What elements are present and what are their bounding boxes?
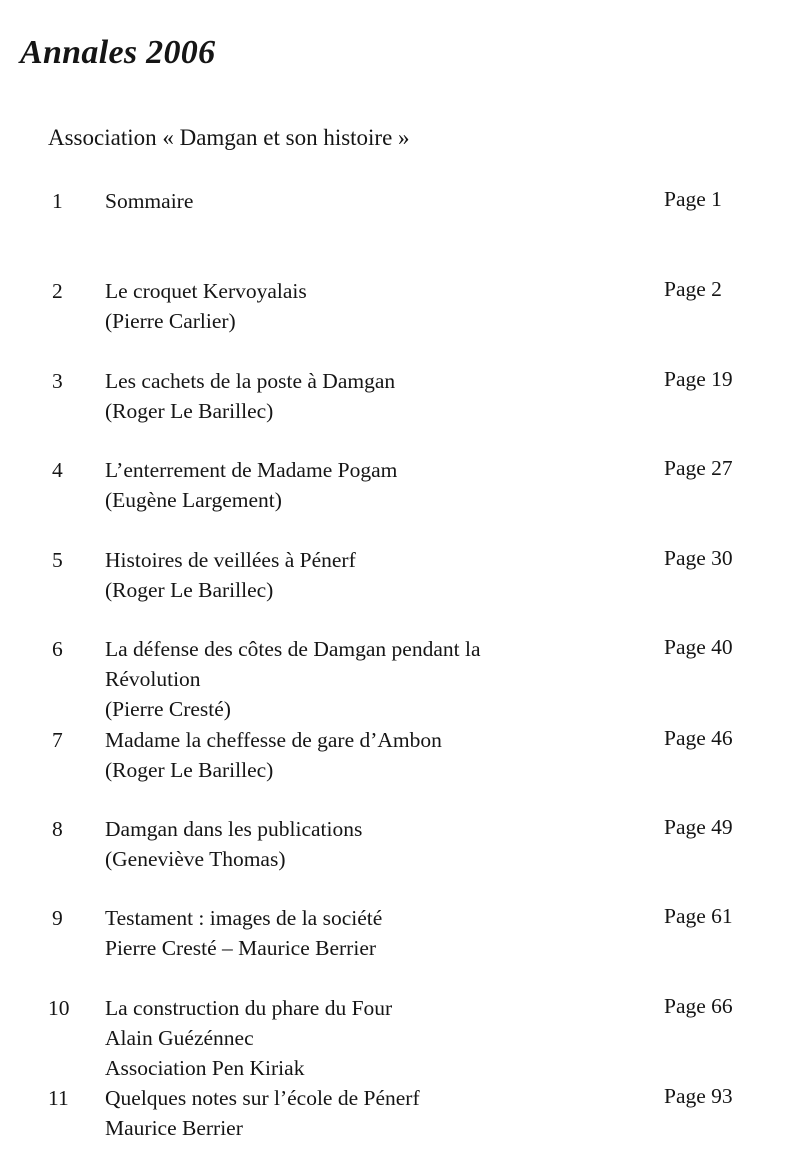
toc-entry-title: Damgan dans les publications: [105, 817, 363, 841]
toc-entry-author: (Roger Le Barillec): [105, 578, 274, 602]
toc-entry-author: Alain Guézénnec: [105, 1026, 254, 1050]
toc-entry-author: Pierre Cresté – Maurice Berrier: [105, 936, 377, 960]
toc-entry-title: Les cachets de la poste à Damgan: [105, 369, 396, 393]
toc-entry-number: 9: [52, 906, 63, 930]
toc-entry-text: [105, 366, 625, 426]
toc-entry-number: 10: [48, 996, 70, 1020]
toc-entry-text: [105, 186, 625, 216]
toc-entry-page: Page 19: [664, 367, 733, 391]
toc-entry-page: Page 2: [664, 277, 722, 301]
toc-entry-page: Page 40: [664, 635, 733, 659]
document-title: Annales 2006: [20, 34, 216, 71]
toc-entry-title: La défense des côtes de Damgan pendant la: [105, 637, 481, 661]
toc-entry-page: Page 66: [664, 994, 733, 1018]
toc-entry-page: Page 93: [664, 1084, 733, 1108]
toc-entry-number: 3: [52, 369, 63, 393]
toc-entry-title: Sommaire: [105, 189, 194, 213]
toc-entry-author: (Geneviève Thomas): [105, 847, 286, 871]
toc-entry-organization: Association Pen Kiriak: [105, 1056, 305, 1080]
toc-entry-title: Quelques notes sur l’école de Pénerf: [105, 1086, 420, 1110]
toc-entry-author: Maurice Berrier: [105, 1116, 243, 1140]
toc-entry-title: Histoires de veillées à Pénerf: [105, 548, 356, 572]
toc-entry-text: [105, 276, 625, 336]
toc-entry-number: 5: [52, 548, 63, 572]
association-name: Association « Damgan et son histoire »: [48, 125, 410, 150]
toc-entry-title: Testament : images de la société: [105, 906, 383, 930]
toc-entry-number: 4: [52, 458, 63, 482]
toc-entry-page: Page 61: [664, 904, 733, 928]
toc-entry-number: 8: [52, 817, 63, 841]
toc-entry-page: Page 30: [664, 546, 733, 570]
toc-entry-text: [105, 903, 625, 963]
toc-entry-title: Le croquet Kervoyalais: [105, 279, 307, 303]
toc-entry-title: La construction du phare du Four: [105, 996, 393, 1020]
toc-entry-page: Page 46: [664, 726, 733, 750]
toc-entry-number: 7: [52, 728, 63, 752]
toc-entry-page: Page 49: [664, 815, 733, 839]
toc-entry-author: (Roger Le Barillec): [105, 758, 274, 782]
toc-entry-text: [105, 814, 625, 874]
toc-entry-number: 11: [48, 1086, 69, 1110]
toc-entry-page: Page 1: [664, 187, 722, 211]
toc-entry-author: (Pierre Cresté): [105, 697, 231, 721]
toc-entry-page: Page 27: [664, 456, 733, 480]
toc-entry-author: (Eugène Largement): [105, 488, 282, 512]
toc-entry-title-continued: Révolution: [105, 667, 201, 691]
toc-entry-text: [105, 455, 625, 515]
toc-entry-text: [105, 1083, 625, 1143]
toc-entry-text: [105, 634, 625, 724]
toc-entry-number: 6: [52, 637, 63, 661]
toc-entry-text: [105, 993, 625, 1083]
toc-entry-author: (Roger Le Barillec): [105, 399, 274, 423]
toc-entry-title: L’enterrement de Madame Pogam: [105, 458, 398, 482]
toc-entry-title: Madame la cheffesse de gare d’Ambon: [105, 728, 442, 752]
toc-entry-number: 1: [52, 189, 63, 213]
toc-entry-text: [105, 725, 625, 785]
toc-entry-author: (Pierre Carlier): [105, 309, 236, 333]
toc-entry-text: [105, 545, 625, 605]
toc-entry-number: 2: [52, 279, 63, 303]
